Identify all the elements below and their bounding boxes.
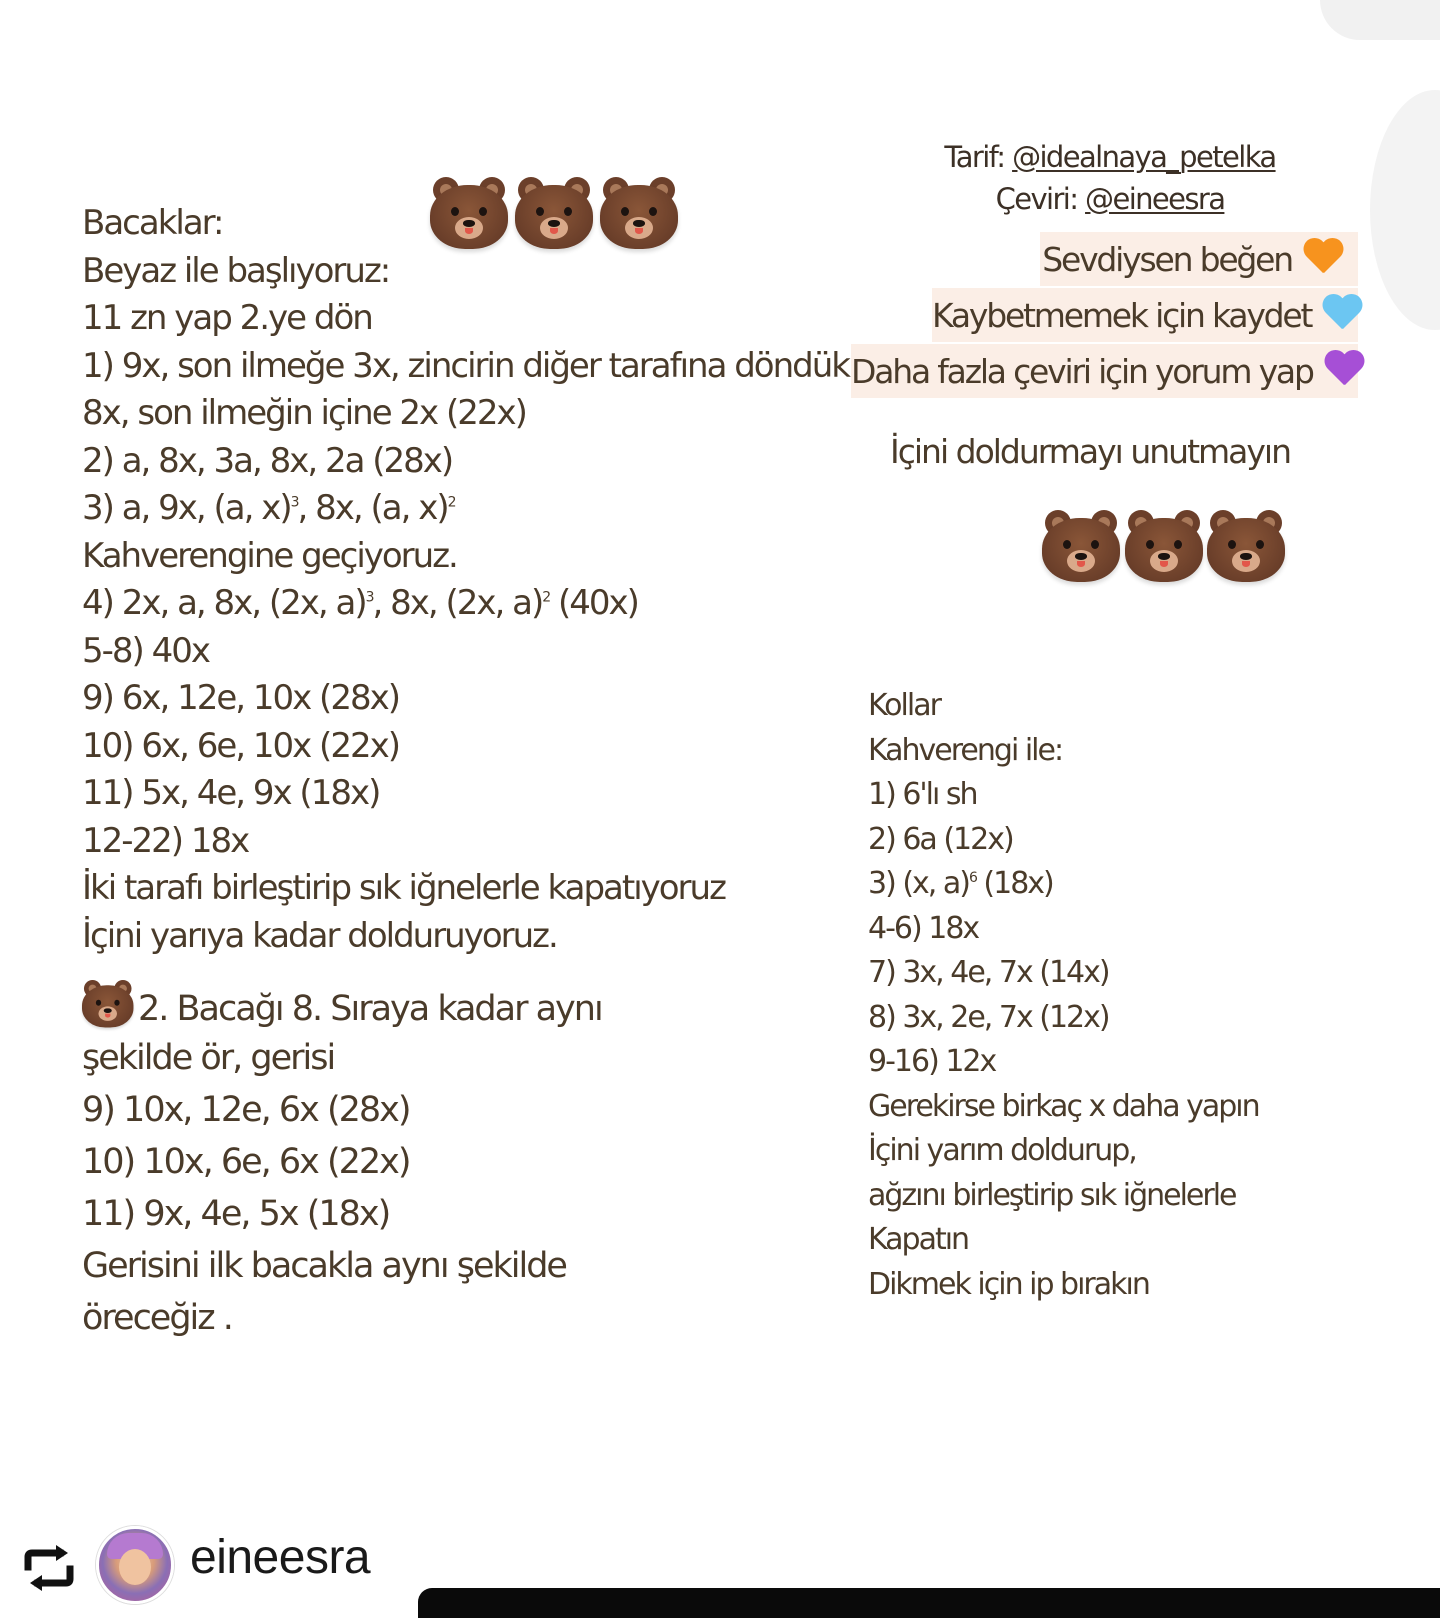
cta-like: Sevdiysen beğen xyxy=(1040,232,1358,286)
instruction-line: 11) 9x, 4e, 5x (18x) xyxy=(82,1194,390,1234)
legs-instructions xyxy=(82,200,849,960)
instruction-line: İki tarafı birleştirip sık iğnelerle kapatıyoruz xyxy=(82,868,725,908)
decor-shape-top xyxy=(1320,0,1440,40)
instruction-line: Kahverengi ile: xyxy=(868,732,1063,768)
instruction-line: 5-8) 40x xyxy=(82,630,209,671)
instruction-line: Kapatın xyxy=(868,1222,969,1257)
instruction-line: 10) 6x, 6e, 10x (22x) xyxy=(82,725,399,766)
bear-face-icon xyxy=(1042,510,1120,584)
instruction-line: 11) 5x, 4e, 9x (18x) xyxy=(82,773,380,813)
instruction-line: 10) 10x, 6e, 6x (22x) xyxy=(82,1142,410,1182)
purple-heart-icon xyxy=(1323,351,1344,391)
instruction-line: 1) 9x, son ilmeğe 3x, zincirin diğer tarafına döndük xyxy=(82,345,849,386)
bear-face-icon xyxy=(82,980,134,1028)
decor-shape-right xyxy=(1370,90,1440,330)
cta-save: Kaybetmemek için kaydet xyxy=(932,288,1358,342)
cta-comment: Daha fazla çeviri için yorum yap xyxy=(851,344,1358,398)
section-title-legs: Bacaklar: xyxy=(82,203,223,243)
instruction-line: 9) 6x, 12e, 10x (28x) xyxy=(82,678,399,718)
instruction-line: Gerekirse birkaç x daha yapın xyxy=(868,1088,1259,1124)
bear-face-icon xyxy=(1125,510,1203,584)
instruction-line: öreceğiz . xyxy=(82,1298,232,1338)
instruction-line: 2) a, 8x, 3a, 8x, 2a (28x) xyxy=(82,440,453,481)
instruction-line: şekilde ör, gerisi xyxy=(82,1038,335,1078)
instruction-line: İçini yarıya kadar dolduruyoruz. xyxy=(82,915,557,956)
second-leg-instructions xyxy=(82,980,602,1344)
orange-heart-icon xyxy=(1302,239,1344,279)
stuffing-reminder: İçini doldurmayı unutmayın xyxy=(890,432,1290,471)
instruction-line: 1) 6'lı sh xyxy=(868,777,977,812)
arms-instructions xyxy=(868,684,1259,1307)
bottom-bar xyxy=(418,1588,1440,1618)
translation-credit: Çeviri: @eineesra xyxy=(995,182,1225,216)
instruction-line: Beyaz ile başlıyoruz: xyxy=(82,250,390,291)
instruction-line: Gerisini ilk bacakla aynı şekilde xyxy=(82,1246,566,1286)
instruction-line: 4) 2x, a, 8x, (2x, a)$^3$, 8x, (2x, a)$^2$ (40x) xyxy=(82,583,638,623)
instruction-line: İçini yarım doldurup, xyxy=(868,1133,1136,1168)
instruction-line: 12-22) 18x xyxy=(82,820,249,861)
instruction-line: 3) a, 9x, (a, x)$^3$, 8x, (a, x)$^2$ xyxy=(82,488,455,528)
instruction-line: 7) 3x, 4e, 7x (14x) xyxy=(868,955,1109,990)
instruction-line: 2. Bacağı 8. Sıraya kadar aynı xyxy=(82,980,602,1032)
instruction-line: ağzını birleştirip sık iğnelerle xyxy=(868,1177,1236,1213)
instruction-line: 3) (x, a)$^6$ (18x) xyxy=(868,866,1053,901)
avatar[interactable] xyxy=(96,1526,174,1604)
light-blue-heart-icon xyxy=(1321,295,1344,335)
instruction-line: 8x, son ilmeğin içine 2x (22x) xyxy=(82,393,526,433)
instruction-line: Dikmek için ip bırakın xyxy=(868,1266,1149,1302)
instruction-line: 4-6) 18x xyxy=(868,910,979,946)
translation-handle-link[interactable]: @eineesra xyxy=(1085,182,1225,216)
username[interactable]: eineesra xyxy=(190,1531,371,1584)
instruction-line: Kahverengine geçiyoruz. xyxy=(82,535,457,576)
instruction-line: 9) 10x, 12e, 6x (28x) xyxy=(82,1090,410,1130)
instruction-line: 11 zn yap 2.ye dön xyxy=(82,298,372,338)
instruction-line: 2) 6a (12x) xyxy=(868,821,1013,857)
recipe-handle-link[interactable]: @idealnaya_petelka xyxy=(1012,140,1276,174)
instruction-line: 8) 3x, 2e, 7x (12x) xyxy=(868,999,1109,1035)
instruction-line: 9-16) 12x xyxy=(868,1044,996,1079)
section-title-arms: Kollar xyxy=(868,688,940,723)
repost-icon[interactable] xyxy=(22,1545,76,1591)
bear-face-icon xyxy=(1207,510,1285,584)
recipe-credit: Tarif: @idealnaya_petelka xyxy=(944,140,1276,174)
